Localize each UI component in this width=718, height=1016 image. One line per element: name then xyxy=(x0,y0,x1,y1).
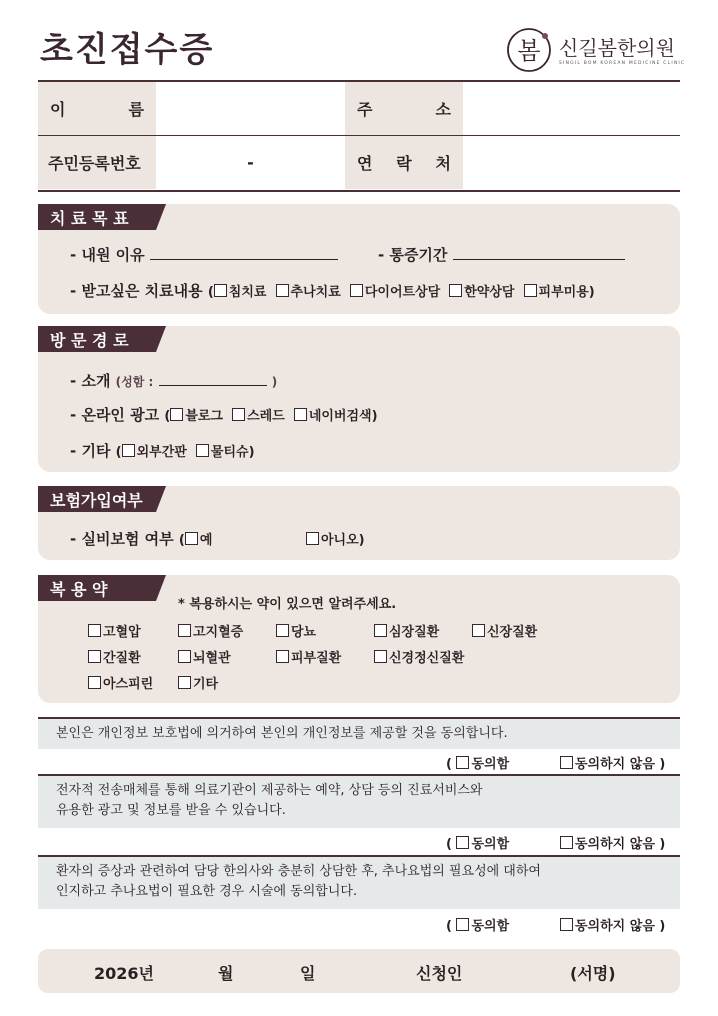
signature-bar xyxy=(38,949,680,993)
desired-treatment: - 받고싶은 치료내용 ( 침치료 추나치료 다이어트상담 한약상담 피부미용) xyxy=(70,282,595,300)
med-etc[interactable]: 기타 xyxy=(178,673,218,692)
checkbox-agree[interactable] xyxy=(456,756,469,769)
treatment-goal-section xyxy=(38,204,680,314)
checkbox-skincare[interactable] xyxy=(524,284,537,297)
med-neuropsych[interactable]: 신경정신질환 xyxy=(374,647,464,666)
med-heart[interactable]: 심장질환 xyxy=(374,621,439,640)
med-hypertension[interactable]: 고혈압 xyxy=(88,621,141,640)
checkbox-disagree[interactable] xyxy=(560,918,573,931)
checkbox[interactable] xyxy=(88,624,101,637)
med-hyperlipidemia[interactable]: 고지혈증 xyxy=(178,621,243,640)
applicant-label: 신청인 xyxy=(416,964,463,983)
med-aspirin[interactable]: 아스피린 xyxy=(88,673,153,692)
med-kidney[interactable]: 신장질환 xyxy=(472,621,537,640)
route-etc: - 기타 ( 외부간판 물티슈) xyxy=(70,442,255,460)
med-skin[interactable]: 피부질환 xyxy=(276,647,341,666)
insurance-question: - 실비보험 여부 ( 예 xyxy=(70,530,213,548)
checkbox[interactable] xyxy=(88,650,101,663)
checkbox-agree[interactable] xyxy=(456,918,469,931)
checkbox[interactable] xyxy=(472,624,485,637)
checkbox-diet[interactable] xyxy=(350,284,363,297)
logo-mark-icon xyxy=(505,26,553,74)
checkbox[interactable] xyxy=(276,624,289,637)
online-ad: - 온라인 광고 ( 블로그 스레드 네이버검색) xyxy=(70,406,378,424)
checkbox-herbal[interactable] xyxy=(449,284,462,297)
checkbox-disagree[interactable] xyxy=(560,836,573,849)
medication-note: * 복용하시는 약이 있으면 알려주세요. xyxy=(178,597,397,612)
checkbox-agree[interactable] xyxy=(456,836,469,849)
clinic-logo xyxy=(505,26,685,74)
consent-text: 본인은 개인정보 보호법에 의거하여 본인의 개인정보를 제공할 것을 동의합니다. xyxy=(38,719,680,749)
treatment-goal-tab: 치 료 목 표 xyxy=(38,204,156,230)
rrn-field[interactable]: - xyxy=(247,153,254,172)
consent-disagree[interactable]: 동의하지 않음 ) xyxy=(560,753,665,772)
consent-agree[interactable]: ( 동의함 xyxy=(446,919,510,934)
med-cerebrovascular[interactable]: 뇌혈관 xyxy=(178,647,231,666)
insurance-no: 아니오) xyxy=(306,529,365,548)
checkbox-yes[interactable] xyxy=(185,532,198,545)
referral: - 소개 (성함 : ) xyxy=(70,372,278,390)
checkbox[interactable] xyxy=(178,676,191,689)
contact-label: 연 락 처 xyxy=(345,136,463,189)
consent-disagree[interactable]: 동의하지 않음 ) xyxy=(560,833,665,852)
consent-agree[interactable]: ( 동의함 xyxy=(446,837,510,852)
consent-text: 환자의 증상과 관련하여 담당 한의사와 충분히 상담한 후, 추나요법의 필요성에 대하여 인지하고 추나요법이 필요한 경우 시술에 동의합니다. xyxy=(38,857,680,909)
visit-reason-input[interactable] xyxy=(150,245,338,260)
page-title: 초진접수증 xyxy=(40,30,215,70)
consent-privacy xyxy=(38,717,680,773)
svg-text:봄: 봄 xyxy=(517,37,541,65)
insurance-section xyxy=(38,486,680,560)
med-diabetes[interactable]: 당뇨 xyxy=(276,621,316,640)
checkbox-blog[interactable] xyxy=(170,408,183,421)
signature-label: (서명) xyxy=(570,964,616,983)
checkbox-threads[interactable] xyxy=(232,408,245,421)
name-label: 이 름 xyxy=(38,82,156,135)
contact-field[interactable] xyxy=(463,136,680,189)
checkbox[interactable] xyxy=(178,650,191,663)
checkbox[interactable] xyxy=(374,650,387,663)
checkbox-chuna[interactable] xyxy=(276,284,289,297)
checkbox-naver[interactable] xyxy=(294,408,307,421)
checkbox[interactable] xyxy=(374,624,387,637)
checkbox-acupuncture[interactable] xyxy=(214,284,227,297)
medication-tab: 복 용 약 xyxy=(38,575,156,601)
patient-info-table xyxy=(38,80,680,192)
consent-agree[interactable]: ( 동의함 xyxy=(446,757,510,772)
consent-chuna xyxy=(38,855,680,937)
checkbox-signboard[interactable] xyxy=(122,444,135,457)
referral-name-input[interactable] xyxy=(159,371,267,386)
checkbox[interactable] xyxy=(178,624,191,637)
address-label: 주 소 xyxy=(345,82,463,135)
consent-marketing xyxy=(38,774,680,854)
pain-period-input[interactable] xyxy=(453,245,625,260)
checkbox-no[interactable] xyxy=(306,532,319,545)
checkbox-disagree[interactable] xyxy=(560,756,573,769)
visit-route-tab: 방 문 경 로 xyxy=(38,326,156,352)
checkbox-wet-tissue[interactable] xyxy=(196,444,209,457)
consent-disagree[interactable]: 동의하지 않음 ) xyxy=(560,915,665,934)
insurance-tab: 보험가입여부 xyxy=(38,486,156,512)
visit-route-section xyxy=(38,326,680,472)
visit-reason: - 내원 이유 xyxy=(70,244,338,265)
pain-period: - 통증기간 xyxy=(378,244,625,265)
checkbox[interactable] xyxy=(88,676,101,689)
rrn-label: 주민등록번호 xyxy=(38,136,156,189)
month-label: 월 xyxy=(218,964,234,983)
name-field[interactable] xyxy=(156,82,345,135)
clinic-name: 신길봄한의원 xyxy=(559,36,675,60)
consent-text: 전자적 전송매체를 통해 의료기관이 제공하는 예약, 상담 등의 진료서비스와 유용한 광고 및 정보를 받을 수 있습니다. xyxy=(38,776,680,828)
address-field[interactable] xyxy=(463,82,680,135)
med-liver[interactable]: 간질환 xyxy=(88,647,141,666)
year: 2026년 xyxy=(94,964,154,983)
medication-section xyxy=(38,575,680,703)
checkbox[interactable] xyxy=(276,650,289,663)
clinic-name-en: SINGIL BOM KOREAN MEDICINE CLINIC xyxy=(559,61,686,66)
day-label: 일 xyxy=(300,964,316,983)
